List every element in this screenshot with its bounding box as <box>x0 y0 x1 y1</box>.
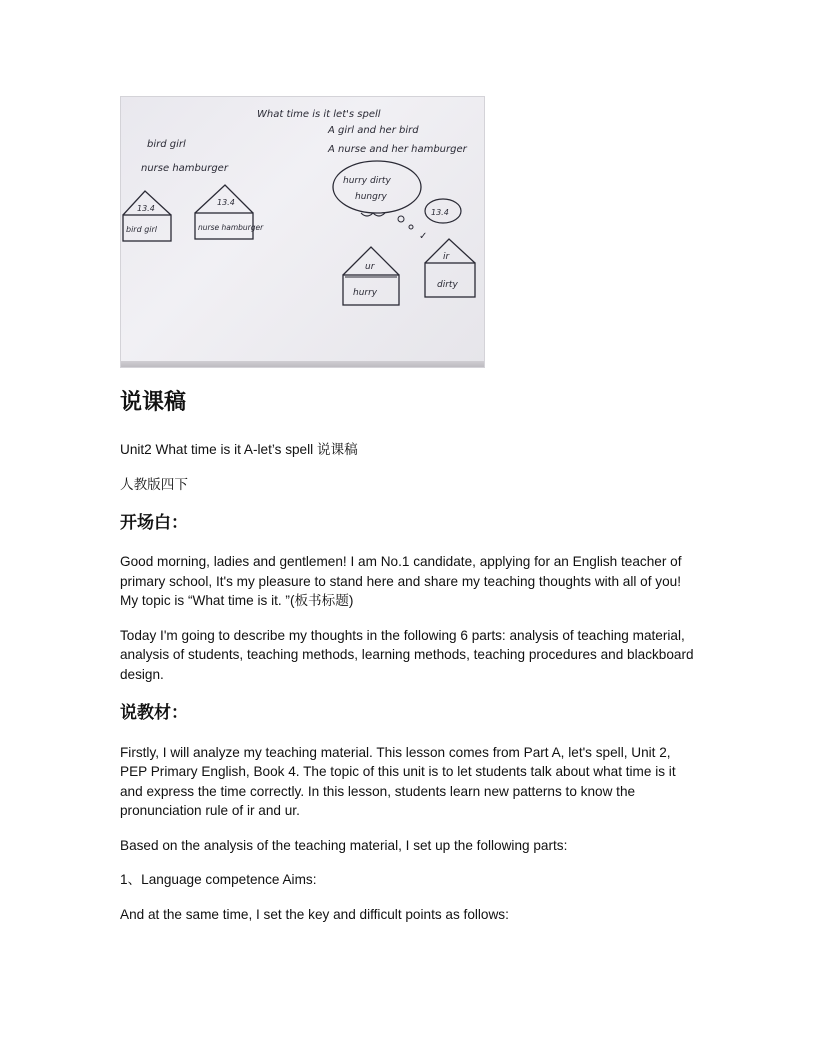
document-body <box>120 390 700 939</box>
cloud-words-1: hurry dirty <box>343 176 391 186</box>
blackboard-drawing <box>121 97 485 368</box>
house-4-body-label: dirty <box>437 280 458 290</box>
document-subtitle: Unit2 What time is it A-let’s spell 说课稿 <box>120 442 358 458</box>
photo-line1: A girl and her bird <box>328 125 419 136</box>
house-1-body-label: bird girl <box>126 225 158 234</box>
house-1 <box>123 191 171 241</box>
paragraph-key-points: And at the same time, I set the key and difficult points as follows: <box>120 906 509 922</box>
paragraph-material-1: Firstly, I will analyze my teaching material. This lesson comes from Part A, let's spell, Unit 2, PEP Primary English, Book 4. The topic of this unit is to let students talk about what time is it and express the time correctly. In this lesson, students learn new patterns to know the pronunciation rule of ir and ur. <box>120 744 676 819</box>
section-heading-material: 说教材： <box>120 703 188 724</box>
paragraph-material-2: Based on the analysis of the teaching material, I set up the following parts: <box>120 837 568 853</box>
thought-cloud <box>333 161 421 229</box>
house-3-roof-label: ur <box>365 262 375 272</box>
house-4 <box>425 239 475 297</box>
paragraph-aims: 1、Language competence Aims: <box>120 872 317 888</box>
house-4-roof-label: ir <box>443 252 450 262</box>
house-2 <box>195 185 264 239</box>
house-3-body-label: hurry <box>353 288 378 298</box>
cloud-words-2: hungry <box>355 192 387 202</box>
house-2-body-label: nurse hamburger <box>198 223 264 232</box>
house-2-roof-label: 13.4 <box>217 198 235 207</box>
check-mark: ✓ <box>419 231 428 242</box>
paragraph-opening-1: Good morning, ladies and gentlemen! I am No.1 candidate, applying for an English teacher of primary school, It's my pleasure to stand here and share my teaching thoughts with all of you! My topic is “What time is it. ”(板书标题) <box>120 554 682 609</box>
house-3 <box>343 247 399 305</box>
photo-left-words-2: nurse hamburger <box>141 163 228 174</box>
photo-line2: A nurse and her hamburger <box>328 144 467 155</box>
bubble-label: 13.4 <box>431 208 449 217</box>
document-title: 说课稿 <box>120 390 187 415</box>
blackboard-photo <box>120 96 485 368</box>
photo-title-line: What time is it let's spell <box>257 109 381 120</box>
edition-line: 人教版四下 <box>120 476 188 492</box>
time-bubble <box>419 199 461 242</box>
photo-left-words-1: bird girl <box>147 139 186 150</box>
house-1-roof-label: 13.4 <box>137 204 155 213</box>
paragraph-opening-2: Today I'm going to describe my thoughts in the following 6 parts: analysis of teaching material, analysis of students, teaching methods, learning methods, teaching procedures and blackboard design. <box>120 627 694 682</box>
section-heading-opening: 开场白： <box>120 513 188 534</box>
